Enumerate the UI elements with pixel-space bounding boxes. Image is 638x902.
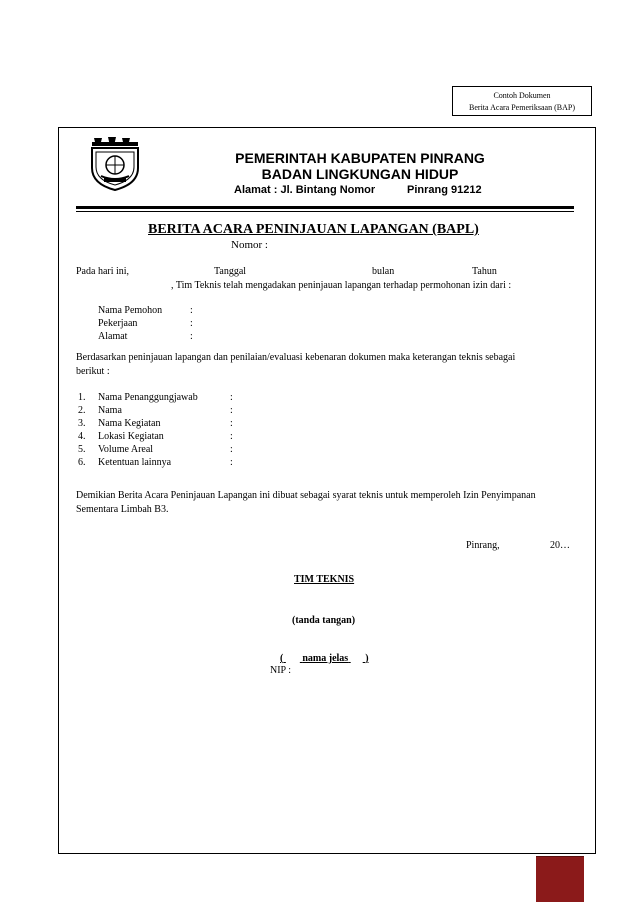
detail-sep: : [230, 431, 233, 442]
applicant-label: Pekerjaan [98, 318, 138, 329]
detail-sep: : [230, 392, 233, 403]
detail-label: Volume Areal [98, 444, 154, 455]
header-city: Pinrang 91212 [407, 184, 482, 196]
closing-text-2: Sementara Limbah B3. [76, 504, 169, 515]
page-corner-accent [536, 856, 584, 902]
document-number-label: Nomor : [231, 239, 268, 251]
detail-label: Nama Kegiatan [98, 418, 161, 429]
signing-year: 20… [550, 540, 570, 551]
team-label: TIM TEKNIS [294, 574, 355, 585]
name-label: nama jelas [302, 653, 349, 664]
detail-sep: : [230, 418, 233, 429]
applicant-sep: : [190, 305, 193, 316]
detail-num: 1. [78, 392, 86, 403]
name-close-paren: ) [365, 653, 369, 664]
intro-tanggal: Tanggal [214, 266, 247, 277]
detail-label: Lokasi Kegiatan [98, 431, 164, 442]
header-line-1: PEMERINTAH KABUPATEN PINRANG [235, 150, 485, 166]
detail-sep: : [230, 457, 233, 468]
evaluation-text-1: Berdasarkan peninjauan lapangan dan penilaian/evaluasi kebenaran dokumen maka keterangan teknis sebagai [76, 352, 516, 363]
detail-num: 6. [78, 457, 86, 468]
header-rule-thin [76, 211, 574, 212]
detail-num: 3. [78, 418, 86, 429]
intro-bulan: bulan [372, 266, 395, 277]
signature-label: (tanda tangan) [292, 615, 356, 626]
name-open-paren: ( [280, 653, 284, 664]
intro-pada-hari: Pada hari ini, [76, 266, 130, 277]
printed-name-line [280, 653, 374, 664]
document-tag-box [452, 86, 592, 116]
detail-label: Nama Penanggungjawab [98, 392, 198, 403]
applicant-label: Nama Pemohon [98, 305, 163, 316]
applicant-label: Alamat [98, 331, 128, 342]
detail-num: 2. [78, 405, 86, 416]
detail-num: 4. [78, 431, 86, 442]
detail-num: 5. [78, 444, 86, 455]
regency-emblem-icon [86, 134, 144, 192]
nip-label: NIP : [270, 665, 292, 676]
applicant-sep: : [190, 331, 193, 342]
detail-label: Nama [98, 405, 122, 416]
evaluation-text-2: berikut : [76, 366, 110, 377]
detail-label: Ketentuan lainnya [98, 457, 172, 468]
closing-text-1: Demikian Berita Acara Peninjauan Lapangan ini dibuat sebagai syarat teknis untuk memperoleh Izin Penyimpanan [76, 490, 536, 501]
signing-place: Pinrang, [466, 540, 500, 551]
document-title: BERITA ACARA PENINJAUAN LAPANGAN (BAPL) [148, 222, 479, 237]
intro-continuation: , Tim Teknis telah mengadakan peninjauan lapangan terhadap permohonan izin dari : [171, 280, 512, 291]
header-address: Alamat : Jl. Bintang Nomor [234, 184, 376, 196]
header-line-2: BADAN LINGKUNGAN HIDUP [261, 166, 459, 182]
tag-line-1: Contoh Dokumen [493, 91, 551, 100]
header-rule-thick [76, 206, 574, 209]
detail-sep: : [230, 444, 233, 455]
page-corner-accent-edge [536, 856, 584, 857]
tag-line-2: Berita Acara Pemeriksaan (BAP) [469, 103, 575, 112]
detail-sep: : [230, 405, 233, 416]
applicant-sep: : [190, 318, 193, 329]
intro-tahun: Tahun [472, 266, 497, 277]
